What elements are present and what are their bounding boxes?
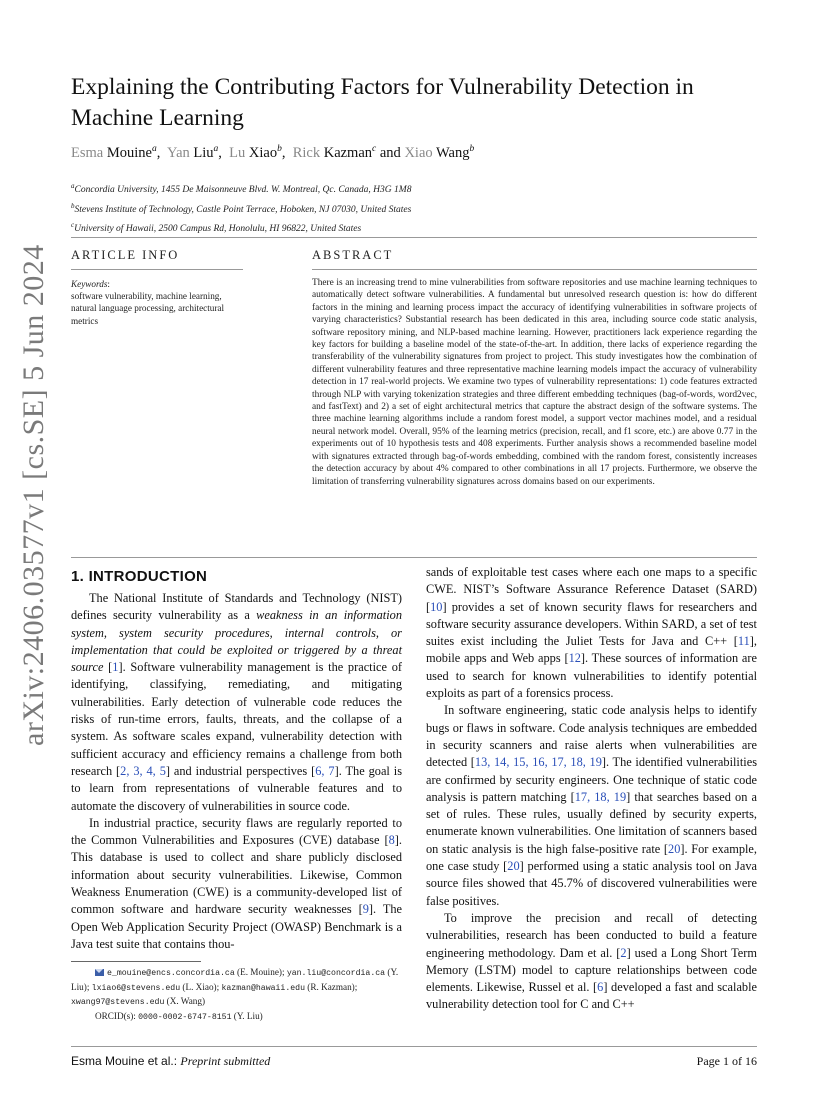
abstract-heading: ABSTRACT bbox=[312, 248, 394, 262]
email-link[interactable]: yan.liu@concordia.ca bbox=[286, 969, 386, 978]
citation-link[interactable]: 17, 18, 19 bbox=[574, 789, 627, 804]
citation-link[interactable]: 9 bbox=[362, 902, 369, 917]
email-link[interactable]: kazman@hawaii.edu bbox=[221, 983, 305, 993]
footnote: e_mouine@encs.concordia.ca (E. Mouine); yan.liu@concordia.ca (Y. Liu); lxiao6@stevens.edu (L. Xiao); kazman@hawaii.edu (R. Kazman); xwang97@stevens.edu (X. Wang) ORCID(s): 0000-0002-6747-8151 (Y. Liu) bbox=[71, 967, 399, 1022]
author[interactable]: Esma Mouine$^a$ bbox=[71, 144, 157, 161]
affiliation: $^b$Stevens Institute of Technology, Castle Point Terrace, Hoboken, NJ 07030, United States bbox=[71, 201, 412, 215]
affiliation: $^a$Concordia University, 1455 De Maisonneuve Blvd. W. Montreal, Qc. Canada, H3G 1M8 bbox=[71, 182, 412, 196]
article-info-divider bbox=[71, 269, 243, 270]
email-link[interactable]: e_mouine@encs.concordia.ca bbox=[107, 969, 235, 978]
paper-title: Explaining the Contributing Factors for Vulnerability Detection in Machine Learning bbox=[71, 74, 694, 131]
author[interactable]: Xiao Wang$^b$ bbox=[404, 144, 475, 161]
author[interactable]: Lu Xiao$^b$ bbox=[229, 144, 282, 161]
footnote-divider bbox=[71, 961, 201, 962]
paragraph: In industrial practice, security flaws are regularly reported to the Common Vulnerabilities and Exposures (CVE) database [8]. This database is used to collect and share publicly disclosed information about security vulnerabilities. Likewise, Common Weakness Enumeration (CWE) is a community-developed list of common software and hardware security weaknesses [9]. The Open Web Application Security Project (OWASP) Benchmark is a Java test suite that contains thou- bbox=[71, 815, 403, 951]
citation-link[interactable]: 10 bbox=[430, 599, 443, 614]
citation-link[interactable]: 6, 7 bbox=[315, 763, 335, 778]
citation-link[interactable]: 20 bbox=[507, 859, 520, 874]
keywords: Keywords: software vulnerability, machine learning, natural language processing, architectural metrics bbox=[71, 279, 225, 326]
author[interactable]: Yan Liu$^a$ bbox=[167, 144, 219, 161]
citation-link[interactable]: 8 bbox=[388, 833, 395, 848]
footer-divider bbox=[71, 1046, 757, 1047]
citation-link[interactable]: 20 bbox=[668, 841, 681, 856]
citation-link[interactable]: 6 bbox=[597, 980, 604, 995]
abstract-divider bbox=[312, 269, 757, 270]
abstract-bottom-divider bbox=[71, 557, 757, 558]
author-list: Esma Mouine$^a$, Yan Liu$^a$, Lu Xiao$^b$, Rick Kazman$^c$ and Xiao Wang$^b$ bbox=[71, 144, 475, 161]
arxiv-stamp: arXiv:2406.03577v1 [cs.SE] 5 Jun 2024 bbox=[17, 244, 50, 746]
citation-link[interactable]: 11 bbox=[737, 634, 750, 649]
email-link[interactable]: lxiao6@stevens.edu bbox=[91, 983, 181, 993]
paragraph: sands of exploitable test cases where each one maps to a specific CWE. NIST’s Software Assurance Reference Dataset (SARD) [10] provides a set of known security flaws for researchers and software security assurance developers. Within SARD, a set of test suites exist including the Juliet Tests for Java and C++ [11], mobile apps and Web apps [12]. These sources of information are used to search for known vulnerabilities to identify potential exploits as part of a forensics process. bbox=[426, 565, 757, 701]
citation-link[interactable]: 2 bbox=[620, 945, 627, 960]
authors-and: and bbox=[379, 144, 401, 161]
orcid-link[interactable]: 0000-0002-6747-8151 bbox=[138, 1012, 232, 1022]
paragraph: The National Institute of Standards and Technology (NIST) defines security vulnerability as a weakness in an information system, system security procedures, internal controls, or implementation that could be exploited or triggered by a threat source [1]. Software vulnerability management is the practice of identifying, classifying, remediating, and mitigating vulnerabilities. Early detection of vulnerable code reduces the risks of run-time errors, faults, threats, and the collapse of a system. As software scales expand, vulnerability detection with sufficient accuracy and efficiency remains a challenge from both research [2, 3, 4, 5] and industrial perspectives [6, 7]. The goal is to learn from representations of vulnerable features and to automate the discovery of vulnerabilities in source code. bbox=[71, 591, 403, 813]
author[interactable]: Rick Kazman$^c$ bbox=[292, 144, 377, 161]
citation-link[interactable]: 1 bbox=[112, 660, 119, 675]
envelope-icon bbox=[95, 969, 104, 976]
paragraph: In software engineering, static code analysis helps to identify bugs or flaws in software. Code analysis techniques are embedded in security scanners and raise alerts when vulnerabilities are detected [13, 14, 15, 16, 17, 18, 19]. The identified vulnerabilities are confirmed by security engineers. One technique of static code analysis is pattern matching [17, 18, 19] that searches based on a set of rules. These rules, usually defined by security experts, enumerate known vulnerabilities. One limitation of scanners based on static analysis is the high false-positive rate [20]. For example, one case study [20] performed using a static analysis tool on Java source files showed that 45.7% of discovered vulnerabilities were false positives. bbox=[426, 703, 757, 908]
header-divider bbox=[71, 237, 757, 238]
keywords-text: software vulnerability, machine learning, natural language processing, architectural metrics bbox=[71, 291, 225, 326]
page-number: Page 1 of 16 bbox=[696, 1054, 757, 1068]
article-info-heading: ARTICLE INFO bbox=[71, 248, 180, 262]
affiliation: $^c$University of Hawaii, 2500 Campus Rd, Honolulu, HI 96822, United States bbox=[71, 221, 362, 235]
keywords-label: Keywords bbox=[71, 279, 108, 289]
section-heading: 1. INTRODUCTION bbox=[71, 568, 208, 585]
left-column bbox=[71, 566, 402, 953]
citation-link[interactable]: 13, 14, 15, 16, 17, 18, 19 bbox=[474, 755, 602, 770]
affiliations bbox=[71, 179, 411, 238]
footer-left: Esma Mouine et al.: Preprint submitted bbox=[71, 1054, 271, 1068]
orcid-label: ORCID(s): bbox=[95, 1010, 139, 1021]
citation-link[interactable]: 2, 3, 4, 5 bbox=[120, 763, 166, 778]
paragraph: To improve the precision and recall of detecting vulnerabilities, research has been conducted to build a feature engineering methodology. Dam et al. [2] used a Long Short Term Memory (LSTM) model to capture relationships between code elements. Likewise, Russel et al. [6] developed a fast and scalable vulnerability detection tool for C and C++ bbox=[426, 910, 757, 1012]
email-link[interactable]: xwang97@stevens.edu bbox=[71, 998, 165, 1007]
right-column bbox=[426, 564, 757, 1014]
abstract-text: There is an increasing trend to mine vulnerabilities from software repositories and use machine learning techniques to automatically detect software vulnerabilities. A fundamental but unresolved research question is: how do different factors in the mining and learning process impact the accuracy of identifying vulnerabilities in software projects of varying characteristics? Substantial research has been dedicated in this area, including source code static analysis, software repository mining, and NLP-based machine learning. However, practitioners lack experience regarding the key factors for building a baseline model of the state-of-the-art. In addition, there lacks of experience regarding the transferability of the vulnerability signatures from project to project. This study investigates how the combination of different vulnerability features and three representative machine learning models impact the accuracy of vulnerability detection in 17 real-world projects. We examine two types of vulnerability representations: 1) code features extracted through NLP with varying tokenization strategies and three different embedding techniques (bag-of-words, word2vec, and fastText) and 2) a set of eight architectural metrics that capture the abstract design of the software systems. The three machine learning algorithms include a random forest model, a support vector machines model, and a residual neural network model. Overall, 95% of the learning metrics (precision, recall, and f1 score, etc.) are above 0.77 in the experiments out of 10 hypothesis tests and 408 experiments. Further analysis shows a recommended baseline model with signatures extracted through bag-of-words embedding, combined with the random forest, consistently increases the detection accuracy by about 4% compared to other combinations in all 17 projects. Furthermore, we observe the limitation of transferring vulnerability signatures across domains based on our experiments. bbox=[312, 278, 757, 487]
citation-link[interactable]: 12 bbox=[568, 651, 581, 666]
